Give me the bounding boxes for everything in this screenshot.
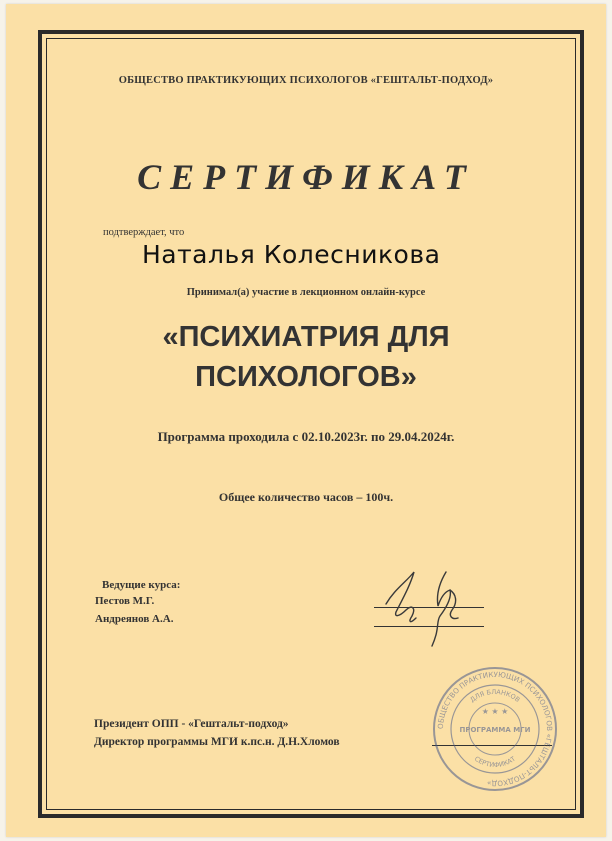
seal-star-icon: ★ ★ ★	[481, 707, 509, 716]
president-title: Президент ОПП - «Гештальт-подход»	[94, 718, 289, 730]
certificate-sheet	[6, 4, 606, 837]
program-period: Программа проходила с 02.10.2023г. по 29.04.2024г.	[157, 429, 455, 444]
leaders-label: Ведущие курса:	[102, 579, 181, 591]
confirms-text: подтверждает, что	[103, 227, 185, 238]
svg-text:СЕРТИФИКАТ	[473, 755, 517, 769]
total-hours: Общее количество часов – 100ч.	[218, 490, 394, 504]
participation-text: Принимал(а) участие в лекционном онлайн-курсе	[186, 287, 426, 298]
course-title-line-2: ПСИХОЛОГОВ»	[195, 361, 417, 393]
seal-inner-top-text: ДЛЯ БЛАНКОВ	[468, 687, 522, 704]
course-title	[6, 317, 606, 397]
handwritten-signature	[366, 560, 496, 660]
leader-name: Пестов М.Г.	[95, 595, 155, 607]
leader-name: Андреянов А.А.	[95, 613, 174, 625]
recipient-name: Наталья Колесникова	[142, 240, 441, 269]
seal-outer-text: ОБЩЕСТВО ПРАКТИКУЮЩИХ ПСИХОЛОГОВ «ГЕШТАЛЬТ-ПОДХОД»	[435, 669, 555, 789]
svg-text:ДЛЯ БЛАНКОВ	[469, 688, 522, 704]
course-title-line-1: «ПСИХИАТРИЯ ДЛЯ	[162, 321, 450, 353]
seal-inner-bottom-text: СЕРТИФИКАТ	[472, 754, 518, 770]
seal-center-text: ПРОГРАММА МГИ	[459, 726, 531, 734]
organization-name: ОБЩЕСТВО ПРАКТИКУЮЩИХ ПСИХОЛОГОВ «ГЕШТАЛЬТ-ПОДХОД»	[118, 75, 494, 86]
certificate-title: СЕРТИФИКАТ	[137, 157, 475, 197]
organization-seal	[430, 664, 560, 794]
director-title: Директор программы МГИ к.пс.н. Д.Н.Хломов	[94, 736, 340, 748]
